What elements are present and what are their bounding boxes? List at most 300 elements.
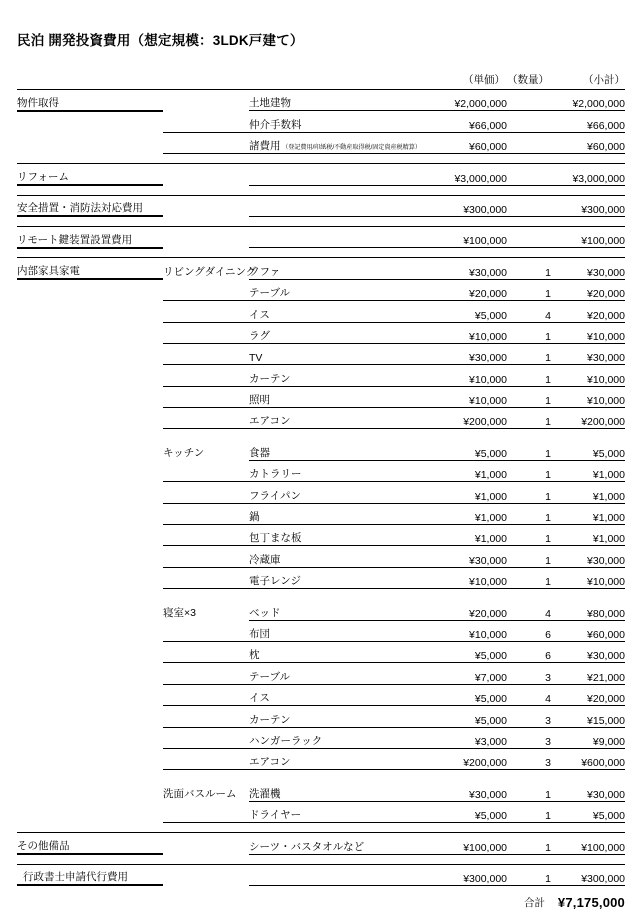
total-spacer-cell: [163, 885, 249, 910]
item-label: テーブル: [249, 287, 291, 300]
spacer-cell: [17, 854, 163, 864]
subtotal-cell: ¥300,000: [551, 864, 625, 885]
quantity-cell: 3: [507, 748, 551, 769]
unit-price-cell: ¥7,000: [415, 663, 507, 684]
item-label: ソファ: [249, 265, 281, 278]
quantity-cell: 1: [507, 258, 551, 279]
unit-price-cell: ¥5,000: [415, 301, 507, 322]
spacer-cell: [507, 429, 551, 439]
spacer-cell: [415, 823, 507, 833]
quantity-cell: 1: [507, 801, 551, 822]
item-cell: [249, 546, 415, 567]
subtotal-cell: ¥30,000: [551, 641, 625, 662]
section-spacer: [17, 216, 625, 226]
category-cell: [17, 132, 163, 153]
unit-price-cell: ¥30,000: [415, 258, 507, 279]
subtotal-cell: ¥5,000: [551, 801, 625, 822]
category-label: 行政書士申請代行費用: [23, 871, 128, 884]
item-cell: [249, 780, 415, 801]
item-cell: [249, 503, 415, 524]
spacer-cell: [551, 770, 625, 780]
subtotal-cell: ¥100,000: [551, 226, 625, 247]
spacer-cell: [17, 823, 163, 833]
table-row: [17, 780, 625, 801]
spacer-cell: [163, 823, 249, 833]
item-cell: [249, 599, 415, 620]
spacer-cell: [163, 770, 249, 780]
spacer-cell: [415, 154, 507, 164]
category-cell: [17, 111, 163, 132]
subcategory-cell: [163, 706, 249, 727]
spacer-cell: [17, 589, 163, 599]
subtotal-cell: ¥20,000: [551, 301, 625, 322]
table-row: [17, 408, 625, 429]
unit-price-cell: ¥10,000: [415, 365, 507, 386]
item-cell: [249, 132, 421, 153]
subcategory-cell: [163, 833, 249, 854]
column-header-subtotal: （小計）: [583, 74, 625, 86]
spacer-cell: [163, 589, 249, 599]
subcategory-cell: [163, 567, 249, 588]
table-row: [17, 567, 625, 588]
quantity-cell: 1: [507, 386, 551, 407]
item-cell: [249, 279, 415, 300]
item-cell: [249, 663, 415, 684]
table-row: [17, 258, 625, 279]
subcategory-cell: [163, 482, 249, 503]
item-label: エアコン: [249, 756, 291, 769]
item-cell: [249, 226, 415, 247]
category-cell: [17, 748, 163, 769]
quantity-cell: [507, 195, 551, 216]
quantity-cell: 4: [507, 599, 551, 620]
item-cell: [249, 386, 415, 407]
total-label: 合計: [524, 896, 545, 909]
section-spacer: [17, 248, 625, 258]
table-row: [17, 226, 625, 247]
table-row: [17, 663, 625, 684]
subcategory-cell: [163, 90, 249, 111]
subcategory-cell: [163, 663, 249, 684]
quantity-cell: [507, 132, 551, 153]
item-cell: [249, 111, 415, 132]
spacer-cell: [415, 429, 507, 439]
subtotal-cell: ¥1,000: [551, 503, 625, 524]
section-spacer: [17, 185, 625, 195]
quantity-cell: 4: [507, 301, 551, 322]
subtotal-cell: ¥1,000: [551, 525, 625, 546]
subcategory-cell: [163, 386, 249, 407]
category-cell: [17, 164, 163, 185]
category-cell: [17, 279, 163, 300]
unit-price-cell: ¥200,000: [415, 408, 507, 429]
subtotal-cell: ¥60,000: [551, 132, 625, 153]
item-label: 冷蔵庫: [249, 553, 281, 566]
subtotal-cell: ¥2,000,000: [551, 90, 625, 111]
item-cell: [249, 567, 415, 588]
subcategory-cell: [163, 864, 249, 885]
unit-price-cell: ¥30,000: [415, 546, 507, 567]
spacer-cell: [249, 854, 415, 864]
subcategory-cell: [163, 748, 249, 769]
section-spacer: [17, 823, 625, 833]
category-cell: [17, 801, 163, 822]
quantity-cell: 1: [507, 439, 551, 460]
subtotal-cell: ¥30,000: [551, 780, 625, 801]
quantity-cell: 1: [507, 780, 551, 801]
subtotal-cell: ¥30,000: [551, 343, 625, 364]
item-label: カトラリー: [249, 468, 302, 481]
table-row: [17, 641, 625, 662]
spacer-cell: [551, 823, 625, 833]
unit-price-cell: ¥30,000: [415, 343, 507, 364]
header-spacer-category: [17, 63, 163, 90]
spacer-cell: [415, 248, 507, 258]
spacer-cell: [17, 429, 163, 439]
item-cell: [249, 301, 415, 322]
spacer-cell: [249, 185, 415, 195]
category-label: リモート鍵装置設置費用: [17, 233, 133, 246]
spacer-cell: [551, 589, 625, 599]
subtotal-cell: ¥200,000: [551, 408, 625, 429]
spacer-cell: [507, 248, 551, 258]
item-label: イス: [249, 692, 270, 705]
subcategory-cell: 洗面バスルーム: [163, 788, 237, 801]
category-cell: [17, 567, 163, 588]
unit-price-cell: ¥1,000: [415, 482, 507, 503]
spacer-cell: [507, 216, 551, 226]
unit-price-cell: ¥3,000,000: [415, 164, 507, 185]
unit-price-cell: ¥2,000,000: [415, 90, 507, 111]
subtotal-cell: ¥10,000: [551, 386, 625, 407]
unit-price-cell: ¥300,000: [415, 864, 507, 885]
table-row: [17, 864, 625, 885]
category-cell: [17, 599, 163, 620]
table-row: [17, 620, 625, 641]
item-cell: [249, 748, 415, 769]
item-cell: [249, 727, 415, 748]
item-cell: [249, 322, 415, 343]
table-row: [17, 503, 625, 524]
subtotal-cell: ¥1,000: [551, 460, 625, 481]
table-row: [17, 439, 625, 460]
quantity-cell: [507, 111, 551, 132]
table-row: [17, 90, 625, 111]
column-header-quantity: （数量）: [507, 74, 549, 86]
category-cell: [17, 195, 163, 216]
subcategory-cell: [163, 365, 249, 386]
subtotal-cell: ¥30,000: [551, 546, 625, 567]
table-row: [17, 525, 625, 546]
item-label: カーテン: [249, 372, 291, 385]
spacer-cell: [249, 770, 415, 780]
category-cell: [17, 439, 163, 460]
quantity-cell: 1: [507, 546, 551, 567]
unit-price-cell: ¥66,000: [415, 111, 507, 132]
unit-price-cell: ¥60,000: [415, 132, 507, 153]
item-cell: [249, 343, 415, 364]
category-cell: [17, 780, 163, 801]
subtotal-cell: ¥600,000: [551, 748, 625, 769]
table-row: [17, 386, 625, 407]
spacer-cell: [507, 185, 551, 195]
subtotal-cell: ¥5,000: [551, 439, 625, 460]
item-cell: [249, 706, 415, 727]
category-cell: [17, 301, 163, 322]
quantity-cell: 1: [507, 279, 551, 300]
table-row: [17, 111, 625, 132]
item-cell: [249, 258, 415, 279]
section-spacer: [17, 770, 625, 780]
category-label: その他備品: [17, 840, 70, 852]
category-cell: [17, 864, 163, 885]
table-row: [17, 706, 625, 727]
item-label: ドライヤー: [249, 809, 302, 822]
item-label: 洗濯機: [249, 787, 281, 800]
subcategory-cell: [163, 620, 249, 641]
category-cell: [17, 408, 163, 429]
table-row: [17, 748, 625, 769]
subcategory-cell: [163, 727, 249, 748]
item-cell: [249, 365, 415, 386]
spacer-cell: [551, 185, 625, 195]
spacer-cell: [551, 854, 625, 864]
quantity-cell: 3: [507, 727, 551, 748]
category-label: 安全措置・消防法対応費用: [17, 202, 143, 215]
item-label: 枕: [249, 649, 260, 662]
quantity-cell: 6: [507, 620, 551, 641]
category-cell: [17, 641, 163, 662]
spacer-cell: [551, 216, 625, 226]
subcategory-cell: [163, 195, 249, 216]
table-header-row: [17, 63, 625, 90]
quantity-cell: 1: [507, 322, 551, 343]
item-cell: [249, 195, 415, 216]
subcategory-cell: [163, 279, 249, 300]
quantity-cell: [507, 164, 551, 185]
spacer-cell: [249, 216, 415, 226]
quantity-cell: 1: [507, 833, 551, 854]
item-label: 食器: [249, 446, 270, 459]
quantity-cell: 1: [507, 525, 551, 546]
spacer-cell: [249, 248, 415, 258]
subtotal-cell: ¥9,000: [551, 727, 625, 748]
table-row: [17, 279, 625, 300]
subcategory-cell: [163, 641, 249, 662]
category-cell: [17, 365, 163, 386]
quantity-cell: 3: [507, 706, 551, 727]
spacer-cell: [249, 429, 415, 439]
spacer-cell: [415, 854, 507, 864]
unit-price-cell: ¥300,000: [415, 195, 507, 216]
subtotal-cell: ¥20,000: [551, 279, 625, 300]
table-row: [17, 322, 625, 343]
table-row: [17, 195, 625, 216]
item-label: 諸費用: [249, 140, 281, 153]
subtotal-cell: ¥3,000,000: [551, 164, 625, 185]
category-cell: [17, 322, 163, 343]
category-cell: [17, 90, 163, 111]
item-cell: [249, 833, 415, 854]
subcategory-cell: [163, 546, 249, 567]
subtotal-cell: ¥10,000: [551, 322, 625, 343]
section-spacer: [17, 854, 625, 864]
item-cell: [249, 482, 415, 503]
unit-price-cell: ¥5,000: [415, 641, 507, 662]
subcategory-cell: [163, 226, 249, 247]
item-cell: [249, 620, 415, 641]
item-cell: [249, 641, 415, 662]
category-cell: [17, 663, 163, 684]
category-label: 物件取得: [17, 96, 59, 109]
table-row: [17, 546, 625, 567]
total-spacer-cell: [249, 885, 415, 910]
item-label: エアコン: [249, 415, 291, 428]
table-row: [17, 727, 625, 748]
category-cell: [17, 546, 163, 567]
category-cell: [17, 727, 163, 748]
subcategory-cell: [163, 684, 249, 705]
subtotal-cell: ¥15,000: [551, 706, 625, 727]
subtotal-cell: ¥1,000: [551, 482, 625, 503]
unit-price-cell: ¥10,000: [415, 567, 507, 588]
unit-price-cell: ¥1,000: [415, 525, 507, 546]
subcategory-cell: [163, 408, 249, 429]
subcategory-cell: キッチン: [163, 447, 205, 460]
quantity-cell: 1: [507, 503, 551, 524]
item-label: ハンガーラック: [249, 734, 323, 747]
spacer-cell: [507, 823, 551, 833]
unit-price-cell: ¥5,000: [415, 706, 507, 727]
subtotal-cell: ¥100,000: [551, 833, 625, 854]
item-label: 鍋: [249, 511, 260, 524]
item-label: シーツ・バスタオルなど: [249, 840, 365, 853]
subcategory-cell: [163, 801, 249, 822]
subtotal-cell: ¥30,000: [551, 258, 625, 279]
quantity-cell: [507, 90, 551, 111]
subcategory-cell: 寝室×3: [163, 607, 196, 620]
unit-price-cell: ¥10,000: [415, 620, 507, 641]
spacer-cell: [415, 216, 507, 226]
item-label: フライパン: [249, 489, 301, 502]
category-cell: [17, 226, 163, 247]
quantity-cell: 6: [507, 641, 551, 662]
item-note: （登記費用/印紙税/不動産取得税/固定資産税精算）: [280, 144, 421, 152]
spacer-cell: [415, 589, 507, 599]
unit-price-cell: ¥1,000: [415, 460, 507, 481]
quantity-cell: 1: [507, 864, 551, 885]
spacer-cell: [551, 429, 625, 439]
item-label: TV: [249, 352, 263, 365]
item-cell: [249, 460, 415, 481]
item-cell: [249, 525, 415, 546]
subcategory-cell: [163, 132, 249, 153]
item-cell: [249, 408, 415, 429]
subcategory-cell: [163, 301, 249, 322]
subcategory-cell: [163, 164, 249, 185]
quantity-cell: 1: [507, 460, 551, 481]
item-label: 仲介手数料: [249, 118, 302, 131]
spacer-cell: [249, 589, 415, 599]
quantity-cell: 1: [507, 567, 551, 588]
section-spacer: [17, 154, 625, 164]
category-cell: [17, 386, 163, 407]
item-label: イス: [249, 308, 270, 321]
item-cell: [249, 864, 415, 885]
table-row: [17, 599, 625, 620]
table-row: [17, 343, 625, 364]
unit-price-cell: ¥200,000: [415, 748, 507, 769]
unit-price-cell: ¥20,000: [415, 599, 507, 620]
spacer-cell: [507, 154, 551, 164]
spacer-cell: [163, 216, 249, 226]
total-value: ¥7,175,000: [557, 894, 625, 910]
unit-price-cell: ¥10,000: [415, 322, 507, 343]
spacer-cell: [415, 770, 507, 780]
spacer-cell: [17, 154, 163, 164]
subcategory-cell: [163, 322, 249, 343]
spacer-cell: [249, 154, 415, 164]
item-cell: [249, 801, 415, 822]
header-spacer-item: [249, 63, 415, 90]
quantity-cell: 1: [507, 365, 551, 386]
quantity-cell: 4: [507, 684, 551, 705]
item-label: ラグ: [249, 329, 270, 342]
spacer-cell: [507, 770, 551, 780]
subtotal-cell: ¥60,000: [551, 620, 625, 641]
spacer-cell: [163, 154, 249, 164]
table-row: [17, 801, 625, 822]
table-row: [17, 164, 625, 185]
subcategory-cell: [163, 525, 249, 546]
unit-price-cell: ¥20,000: [415, 279, 507, 300]
table-row: [17, 684, 625, 705]
category-label: 内部家具家電: [17, 265, 80, 278]
unit-price-cell: ¥1,000: [415, 503, 507, 524]
category-label: リフォーム: [17, 171, 69, 184]
spacer-cell: [551, 248, 625, 258]
spacer-cell: [17, 216, 163, 226]
item-cell: [249, 90, 415, 111]
unit-price-cell: ¥100,000: [415, 833, 507, 854]
spacer-cell: [17, 185, 163, 195]
spacer-cell: [17, 248, 163, 258]
item-label: カーテン: [249, 713, 291, 726]
subtotal-cell: ¥10,000: [551, 567, 625, 588]
category-cell: [17, 706, 163, 727]
category-cell: [17, 343, 163, 364]
section-spacer: [17, 429, 625, 439]
quantity-cell: 1: [507, 408, 551, 429]
subtotal-cell: ¥300,000: [551, 195, 625, 216]
spacer-cell: [551, 154, 625, 164]
spacer-cell: [507, 854, 551, 864]
unit-price-cell: ¥5,000: [415, 801, 507, 822]
item-label: 布団: [249, 627, 270, 640]
item-cell: [249, 164, 415, 185]
unit-price-cell: ¥5,000: [415, 439, 507, 460]
item-label: 包丁まな板: [249, 532, 302, 545]
category-cell: [17, 525, 163, 546]
quantity-cell: 1: [507, 482, 551, 503]
unit-price-cell: ¥5,000: [415, 684, 507, 705]
table-row: [17, 365, 625, 386]
spacer-cell: [163, 429, 249, 439]
subcategory-cell: [163, 111, 249, 132]
item-label: 土地建物: [249, 97, 291, 110]
page-title: 民泊 開発投資費用（想定規模：3LDK戸建て）: [17, 33, 304, 48]
spacer-cell: [17, 770, 163, 780]
